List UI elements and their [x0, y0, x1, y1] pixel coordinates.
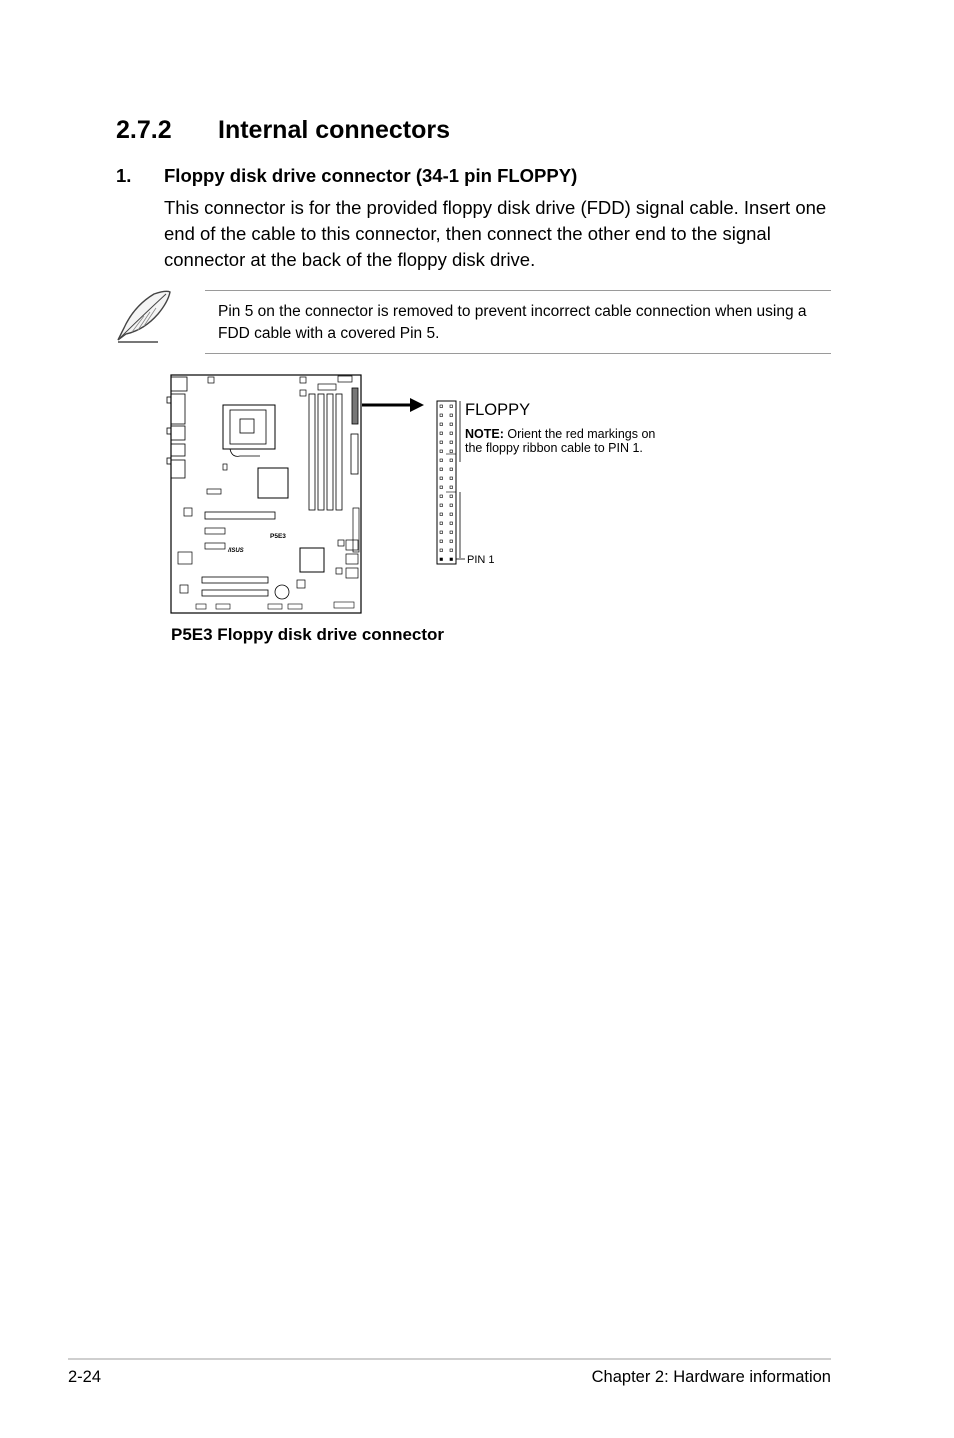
feather-pen-icon — [114, 288, 174, 344]
section-heading — [116, 116, 450, 145]
pin1-label: PIN 1 — [467, 554, 495, 566]
figure-note-line2: the floppy ribbon cable to PIN 1. — [465, 441, 643, 455]
floppy-label: FLOPPY — [465, 401, 531, 419]
figure-note: NOTE: Orient the red markings on — [465, 427, 656, 441]
note-box — [205, 290, 831, 354]
page-number: 2-24 — [68, 1368, 102, 1386]
item-number: 1. — [116, 165, 132, 186]
motherboard-layout-diagram — [160, 372, 700, 622]
section-number: 2.7.2 — [116, 116, 172, 144]
pointer-arrowhead — [410, 398, 424, 412]
chapter-title: Chapter 2: Hardware information — [591, 1368, 831, 1386]
note-text: Pin 5 on the connector is removed to prevent incorrect cable connection when using a FDD cable with a covered Pin 5. — [218, 303, 807, 342]
floppy-connector-on-board — [352, 388, 358, 424]
item-heading — [116, 165, 577, 187]
item-title: Floppy disk drive connector (34-1 pin FLOPPY) — [164, 165, 578, 186]
footer-divider — [68, 1358, 831, 1360]
brand-logo-label: /ISUS — [228, 548, 244, 554]
item-description: This connector is for the provided floppy disk drive (FDD) signal cable. Insert one end of the cable to this connector, then connect the other end to the signal connector at the back of the floppy disk drive. — [164, 197, 827, 270]
board-model-label: P5E3 — [270, 533, 286, 540]
figure-caption: P5E3 Floppy disk drive connector — [171, 625, 445, 644]
section-title: Internal connectors — [218, 116, 450, 144]
